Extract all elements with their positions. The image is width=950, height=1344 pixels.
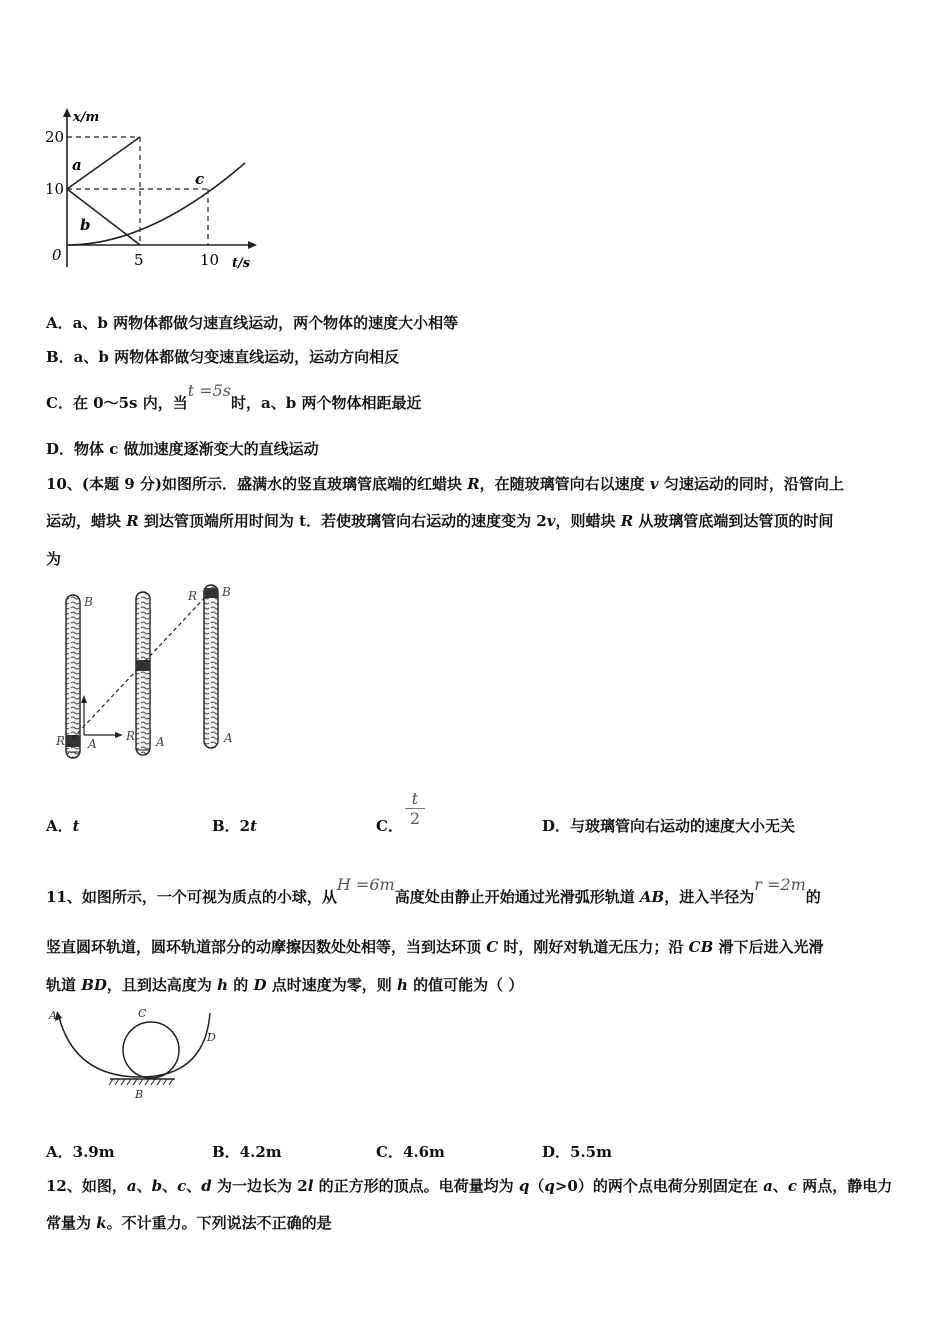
- loop-track-figure: [45, 1005, 245, 1105]
- q10-stem-line3: 为: [46, 550, 62, 568]
- x-tick-5: 5: [134, 251, 144, 269]
- tube-2: [136, 592, 150, 755]
- glass-tubes-figure: [50, 580, 250, 765]
- tube-3: [204, 585, 218, 748]
- q11-option-a[interactable]: A．3.9m: [46, 1143, 115, 1161]
- q10-stem-line2: 运动，蜡块 R 到达管顶端所用时间为 t．若使玻璃管向右运动的速度变为 2v，则蜡块 R 从玻璃管底端到达管顶的时间: [46, 512, 834, 530]
- svg-text:C: C: [138, 1007, 147, 1020]
- q11-option-b[interactable]: B．4.2m: [212, 1143, 282, 1161]
- svg-text:D: D: [207, 1031, 216, 1044]
- line-b: [67, 189, 140, 245]
- q11-option-c[interactable]: C．4.6m: [376, 1143, 445, 1161]
- q9-option-c[interactable]: C．在 0～5s 内，当t =5s时，a、b 两个物体相距最近: [46, 381, 422, 412]
- y-tick-10: 10: [45, 180, 65, 198]
- q10-stem-line1: 10、(本题 9 分)如图所示．盛满水的竖直玻璃管底端的红蜡块 R，在随玻璃管向右以速度 v 匀速运动的同时，沿管向上: [46, 475, 844, 493]
- math-r-2m: r =2m: [754, 875, 806, 894]
- q10-option-d[interactable]: D．与玻璃管向右运动的速度大小无关: [542, 817, 796, 835]
- y-axis-label: x/m: [73, 110, 100, 125]
- q12-stem-line1: 12、如图，a、b、c、d 为一边长为 2l 的正方形的顶点。电荷量均为 q（q>0）的两个点电荷分别固定在 a、c 两点，静电力: [46, 1177, 893, 1195]
- svg-text:B: B: [135, 1088, 144, 1101]
- q11-option-d[interactable]: D．5.5m: [542, 1143, 612, 1161]
- x-axis-label: t/s: [232, 256, 251, 271]
- q10-option-b[interactable]: B．2t: [212, 817, 258, 835]
- q9-option-a[interactable]: A．a、b 两物体都做匀速直线运动，两个物体的速度大小相等: [46, 314, 459, 332]
- xt-graph: [40, 105, 270, 280]
- x-tick-10: 10: [200, 251, 220, 269]
- svg-text:A: A: [88, 737, 97, 751]
- svg-text:A: A: [49, 1009, 57, 1022]
- q11-stem-line1: 11、如图所示，一个可视为质点的小球，从H =6m高度处由静止开始通过光滑弧形轨道 AB，进入半径为r =2m的: [46, 875, 821, 906]
- svg-text:R: R: [188, 589, 198, 603]
- curve-c: [67, 163, 245, 245]
- q10-option-a[interactable]: A．t: [46, 817, 80, 835]
- fraction-t-over-2: t 2: [405, 790, 425, 829]
- origin-label: 0: [52, 246, 62, 264]
- svg-text:A: A: [156, 735, 165, 749]
- math-t-5s: t =5s: [187, 381, 232, 400]
- label-a: a: [72, 156, 82, 174]
- q9-option-d[interactable]: D．物体 c 做加速度逐渐变大的直线运动: [46, 440, 319, 458]
- q11-stem-line3: 轨道 BD，且到达高度为 h 的 D 点时速度为零，则 h 的值可能为（ ）: [46, 976, 524, 994]
- q12-stem-line2: 常量为 k。不计重力。下列说法不正确的是: [46, 1214, 332, 1232]
- svg-text:A: A: [224, 731, 233, 745]
- tube-1: [66, 595, 80, 758]
- math-H-6m: H =6m: [336, 875, 395, 894]
- label-b: b: [80, 216, 91, 234]
- svg-text:B: B: [84, 595, 93, 609]
- y-tick-20: 20: [45, 128, 65, 146]
- q11-stem-line2: 竖直圆环轨道，圆环轨道部分的动摩擦因数处处相等，当到达环顶 C 时，刚好对轨道无压力；沿 CB 滑下后进入光滑: [46, 938, 824, 956]
- q9-option-b[interactable]: B．a、b 两物体都做匀变速直线运动，运动方向相反: [46, 348, 400, 366]
- svg-text:B: B: [222, 585, 231, 599]
- svg-text:R: R: [126, 729, 136, 743]
- label-c: c: [195, 170, 205, 188]
- q10-option-c[interactable]: C．: [376, 817, 403, 835]
- svg-text:R: R: [56, 734, 66, 748]
